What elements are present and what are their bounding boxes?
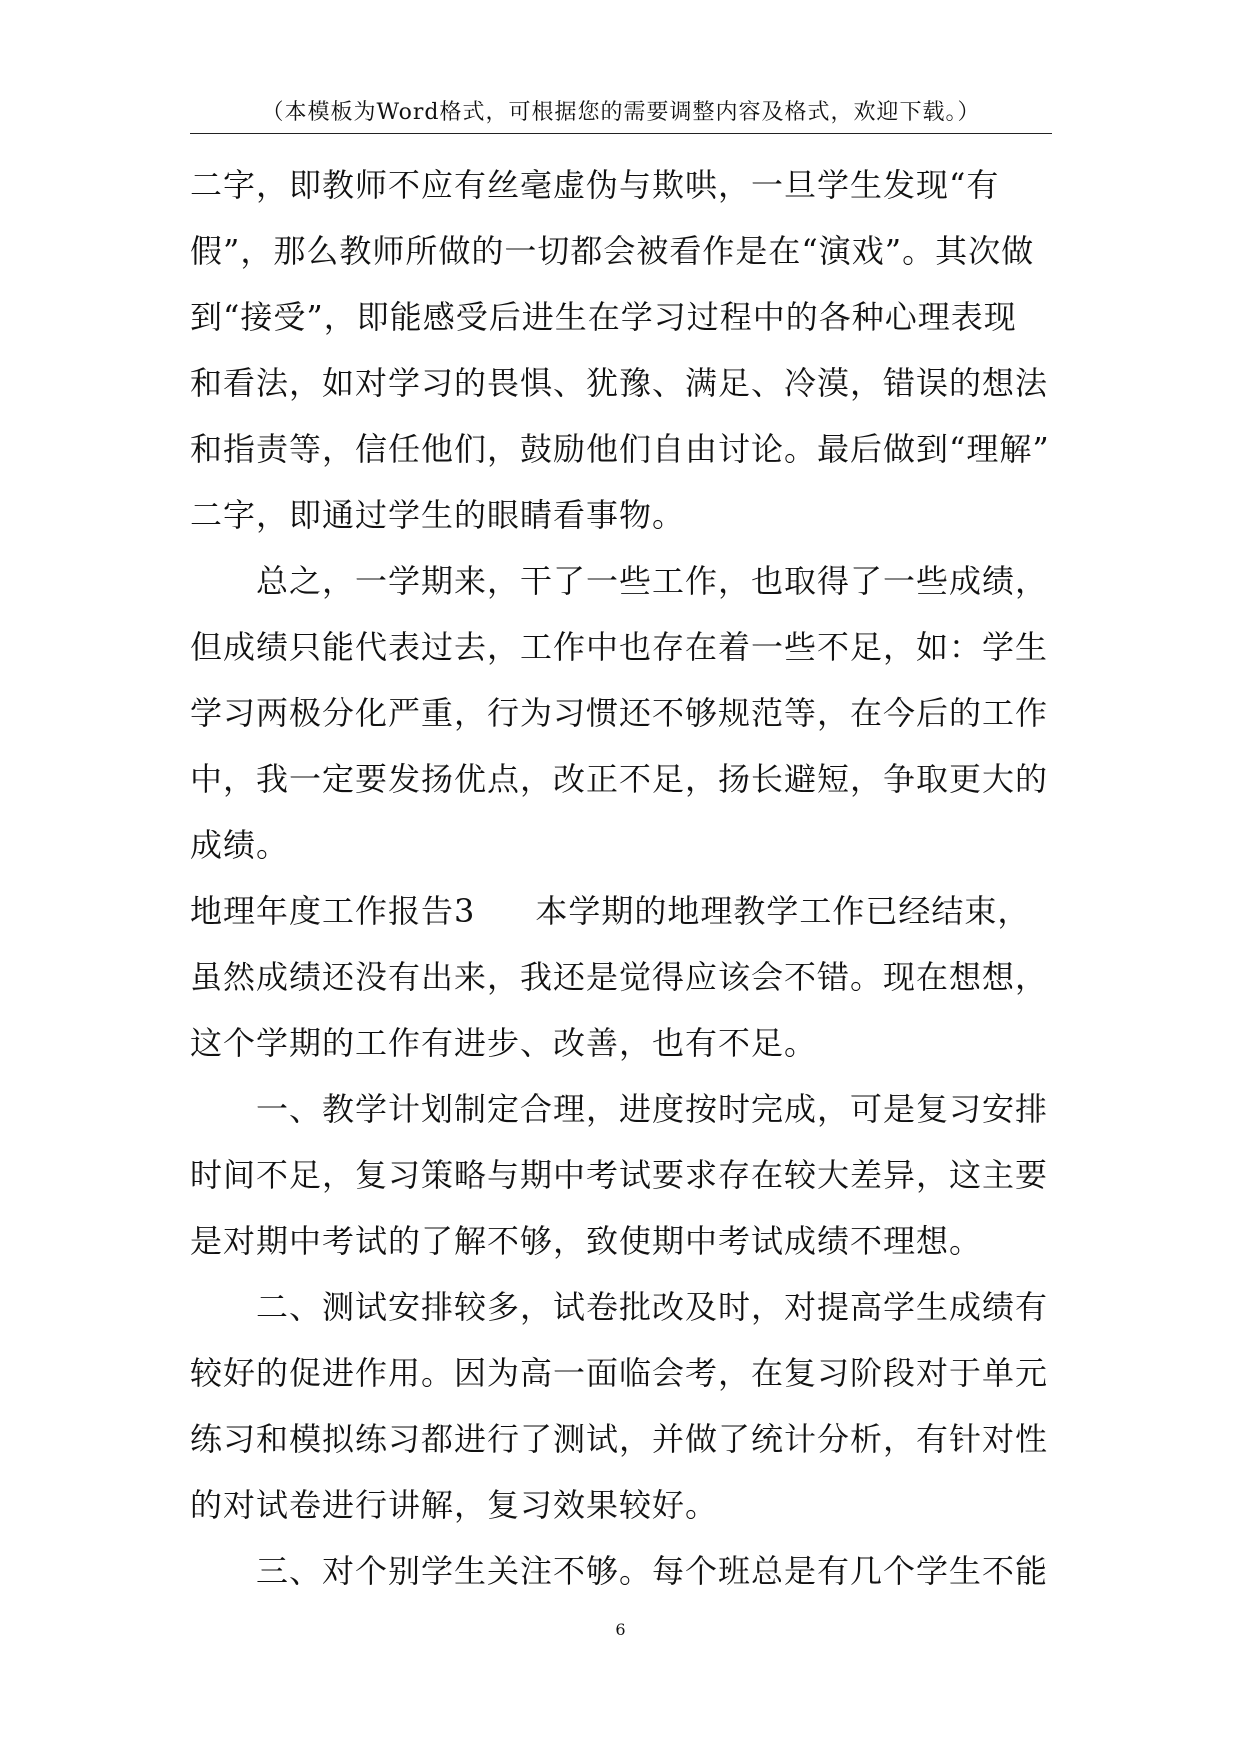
paragraph-line: 总之，一学期来，干了一些工作，也取得了一些成绩， <box>256 562 1049 600</box>
section-first-sentence: 本学期的地理教学工作已经结束， <box>535 892 1031 930</box>
paragraph-line: 假”，那么教师所做的一切都会被看作是在“演戏”。其次做 <box>190 232 1035 270</box>
paragraph-line: 和指责等，信任他们，鼓励他们自由讨论。最后做到“理解” <box>190 430 1050 468</box>
header-divider <box>190 133 1052 134</box>
paragraph-line: 学习两极分化严重，行为习惯还不够规范等，在今后的工作 <box>190 694 1049 732</box>
paragraph-line: 和看法，如对学习的畏惧、犹豫、满足、冷漠，错误的想法 <box>190 364 1049 402</box>
section-heading-line <box>190 878 1060 944</box>
paragraph-line: 二字，即教师不应有丝毫虚伪与欺哄，一旦学生发现“有 <box>190 166 1000 204</box>
page-number: 6 <box>615 1620 626 1639</box>
paragraph-line: 练习和模拟练习都进行了测试，并做了统计分析，有针对性 <box>190 1420 1049 1458</box>
paragraph-line: 中，我一定要发扬优点，改正不足，扬长避短，争取更大的 <box>190 760 1049 798</box>
document-body <box>190 152 1060 1604</box>
section-title: 地理年度工作报告3 <box>190 892 476 930</box>
paragraph-line: 但成绩只能代表过去，工作中也存在着一些不足，如：学生 <box>190 628 1049 666</box>
paragraph-line: 这个学期的工作有进步、改善，也有不足。 <box>190 1024 818 1062</box>
paragraph-line: 二、测试安排较多，试卷批改及时，对提高学生成绩有 <box>256 1288 1049 1326</box>
paragraph-line: 二字，即通过学生的眼睛看事物。 <box>190 496 686 534</box>
paragraph-line: 三、对个别学生关注不够。每个班总是有几个学生不能 <box>256 1552 1049 1590</box>
paragraph-line: 时间不足，复习策略与期中考试要求存在较大差异，这主要 <box>190 1156 1049 1194</box>
paragraph-line: 虽然成绩还没有出来，我还是觉得应该会不错。现在想想， <box>190 958 1049 996</box>
paragraph-line: 成绩。 <box>190 826 290 864</box>
paragraph-line: 的对试卷进行讲解，复习效果较好。 <box>190 1486 719 1524</box>
paragraph-line: 一、教学计划制定合理，进度按时完成，可是复习安排 <box>256 1090 1049 1128</box>
paragraph-line: 较好的促进作用。因为高一面临会考，在复习阶段对于单元 <box>190 1354 1049 1392</box>
paragraph-line: 是对期中考试的了解不够，致使期中考试成绩不理想。 <box>190 1222 983 1260</box>
paragraph-line: 到“接受”，即能感受后进生在学习过程中的各种心理表现 <box>190 298 1017 336</box>
template-note-header: （本模板为Word格式，可根据您的需要调整内容及格式，欢迎下载。） <box>261 100 981 125</box>
